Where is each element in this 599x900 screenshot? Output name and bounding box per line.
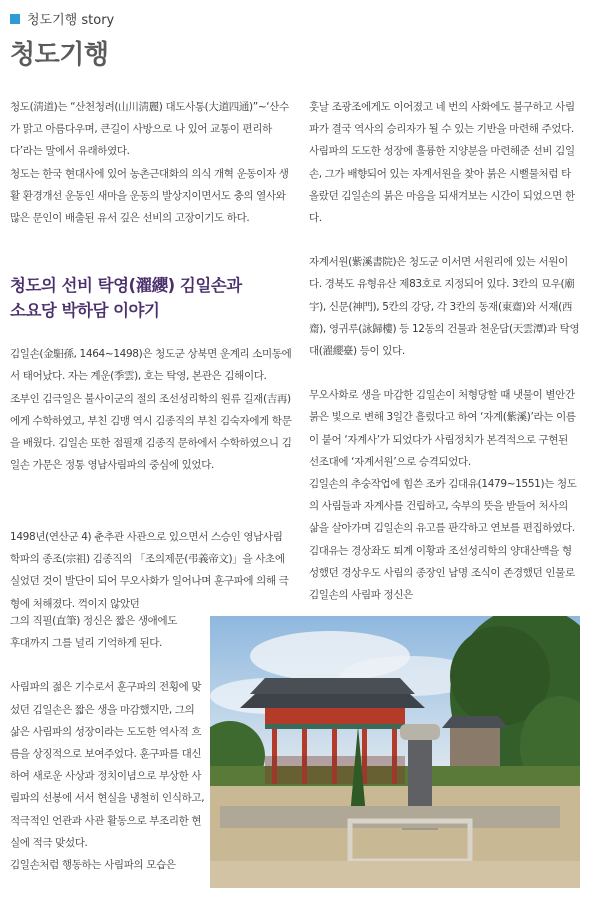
kicker-square-icon: [10, 14, 20, 24]
foreground-ground: [210, 861, 580, 888]
section-kicker: [10, 9, 114, 28]
pavilion-roof-lower: [240, 694, 425, 708]
narrow-paragraph-3: 김일손처럼 행동하는 사림파의 모습은: [10, 859, 176, 872]
narrow-paragraph-2: 사림파의 젊은 기수로서 훈구파의 전횡에 맞섰던 김일손은 짧은 생을 마감했지만, 그의 삶은 사림파의 성장이라는 도도한 역사적 흐름을 상징적으로 보여주었다. 훈구파를 대신하여 새로운 사상과 정치이념으로 부상한 사림파의 선봉에 서서 현실을 냉철히 인식하고, 적극적인 언관과 사관 활동으로 부조리한 현실에 적극 맞섰다.: [10, 681, 205, 849]
stone-wall: [220, 806, 560, 828]
page-title: 청도기행: [10, 40, 109, 70]
photo-illustration: [210, 616, 580, 888]
side-building: [450, 726, 500, 766]
execution-text: 1498년(연산군 4) 춘추관 사관으로 있으면서 스승인 영남사림학파의 종조(宗祖) 김종직의 「조의제문(弔義帝文)」을 사초에 실었던 것이 발단이 되어 무오사화가 일어나며 훈구파에 의해 극형에 처해졌다. 꺽이지 않았던: [10, 531, 289, 610]
section-title-line-1: 청도의 선비 탁영(濯纓) 김일손과: [10, 276, 242, 296]
side-building-roof: [442, 716, 508, 728]
intro-paragraph-1: 청도(淸道)는 “산천청려(山川淸麗) 대도사통(大道四通)”~‘산수가 맑고 아름다우며, 큰길이 사방으로 나 있어 교통이 편리하다’라는 말에서 유래하였다.: [10, 101, 289, 158]
kicker-text: 청도기행 story: [27, 13, 115, 28]
narrow-paragraph-1-line-1: 그의 직필(直筆) 정신은 짧은 생애에도: [10, 615, 178, 627]
pavilion-upper-floor: [265, 708, 405, 724]
right-paragraph-2: 자계서원(紫溪書院)은 청도군 이서면 서원리에 있는 서원이다. 경북도 유형유산 제83호로 지정되어 있다. 3칸의 묘우(廟宇), 신문(神門), 5칸의 강당, 각 3칸의 동재(東齋)와 서재(西齋), 영귀루(詠歸樓) 등 12동의 건물과 천운담(天雲潭)과 탁영대(濯纓臺) 등이 있다.: [309, 256, 580, 358]
pavilion-shadow: [265, 756, 405, 784]
left-column: [10, 96, 292, 476]
execution-paragraph: [10, 526, 292, 615]
right-paragraph-4: 김일손의 추숭작업에 힘쓴 조카 김대유(1479~1551)는 청도의 사림들과 자계사를 건립하고, 숙부의 뜻을 받들어 처사의 삶을 살아가며 김일손의 유고를 판각하고 연보를 편집하였다. 김대유는 경상좌도 퇴계 이황과 조선성리학의 양대산맥을 형성했던 경상우도 사림의 종장인 남명 조식이 존경했던 인물로 김일손의 사림파 정신은: [309, 478, 577, 602]
intro-paragraph-2: 청도는 한국 현대사에 있어 농촌근대화의 의식 개혁 운동이자 생활 환경개선 운동인 새마을 운동의 발상지이면서도 충의 열사와 많은 문인이 배출된 유서 깊은 선비의 고장이기도 하다.: [10, 167, 289, 225]
pavilion-roof: [250, 678, 415, 694]
bio-paragraph-2: 조부인 김극일은 불사이군의 절의 조선성리학의 원류 길재(吉再)에게 수학하였고, 부친 김맹 역시 김종직의 부친 김숙자에게 학문을 배웠다. 김일손 또한 점필재 김종직 문하에서 수학하였으니 김일손 가문은 정통 영남사림파의 중심에 있었다.: [10, 392, 292, 472]
bio-paragraph-1: 김일손(金馹孫, 1464~1498)은 청도군 상북면 운계리 소미동에서 태어났다. 자는 계운(季雲), 호는 탁영, 본관은 김해이다.: [10, 348, 292, 383]
pavilion-balcony: [265, 724, 405, 729]
right-column: [309, 96, 580, 606]
right-paragraph-3: 무오사화로 생을 마감한 김일손이 처형당할 때 냇물이 별안간 붉은 빛으로 변해 3일간 흘렀다고 하여 ‘자계(紫溪)’라는 이름이 붙어 ‘자계사’가 되었다가 사림정치가 본격적으로 구현된 선조대에 ‘자계서원’으로 승격되었다.: [309, 389, 576, 468]
jagye-seowon-photo: [210, 616, 580, 888]
narrow-column: [10, 610, 206, 876]
right-paragraph-1: 훗날 조광조에게도 이어졌고 네 번의 사화에도 불구하고 사림파가 결국 역사의 승리자가 될 수 있는 기반을 마련해 주었다. 사림파의 도도한 성장에 훌륭한 지양분을 마련해준 선비 김일손, 그가 배향되어 있는 자계서원을 찾아 붉은 시뻘물처럼 타올랐던 김일손의 붉은 마음을 되새겨보는 시간이 되었으면 한다.: [309, 101, 575, 225]
stele-cap: [400, 724, 440, 740]
section-title-line-2: 소요당 박하담 이야기: [10, 301, 160, 321]
narrow-paragraph-1-line-2: 후대까지 그를 널리 기억하게 된다.: [10, 637, 163, 650]
